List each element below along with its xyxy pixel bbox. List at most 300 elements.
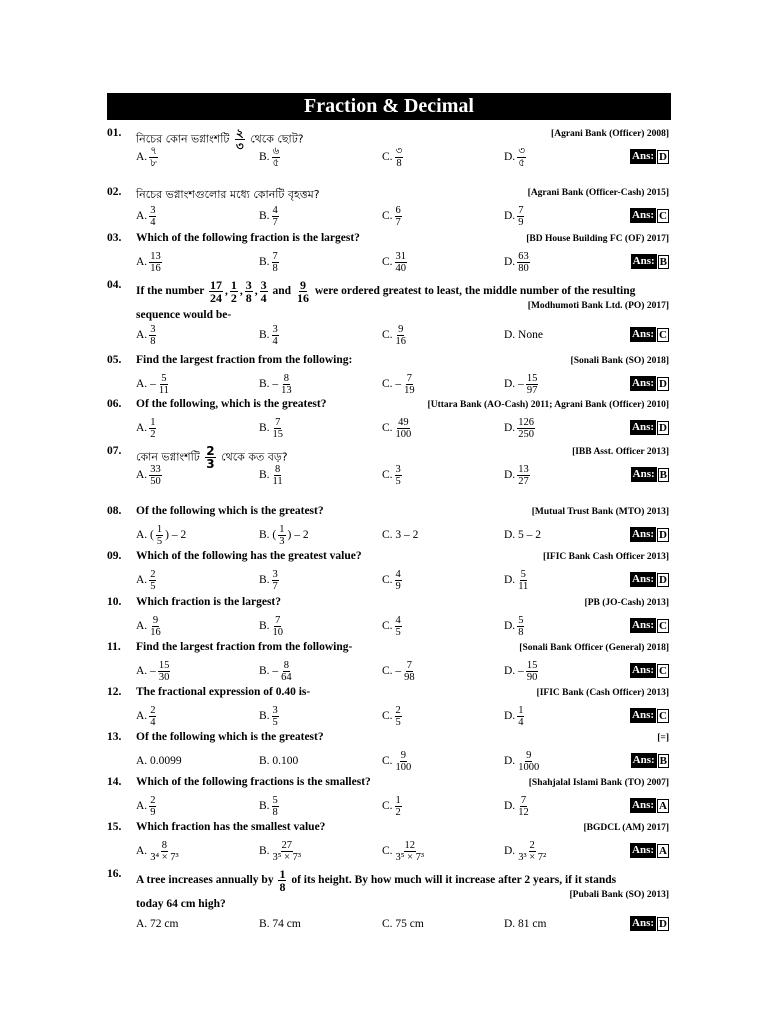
numerator: 7 bbox=[518, 204, 524, 216]
denominator: 11 bbox=[518, 580, 529, 592]
question-line bbox=[107, 186, 671, 204]
answer-badge bbox=[631, 753, 669, 768]
question-item bbox=[107, 127, 671, 169]
option-fraction bbox=[517, 750, 540, 773]
source-citation: [Agrani Bank (Officer) 2008] bbox=[551, 129, 669, 139]
option-d: D. $\frac{7}{9}$ bbox=[504, 204, 524, 228]
option-fraction bbox=[395, 615, 402, 638]
denominator: ৩ bbox=[235, 139, 244, 153]
denominator: 7 bbox=[272, 580, 278, 592]
numerator: 2 bbox=[150, 704, 156, 716]
numerator: 1 bbox=[150, 416, 156, 428]
denominator: 5 bbox=[395, 475, 401, 487]
denominator: 7 bbox=[395, 216, 401, 228]
option-a: A. $\frac{3}{8}$ bbox=[136, 323, 156, 347]
option-fraction bbox=[272, 464, 284, 487]
option-fraction bbox=[517, 205, 524, 228]
inline-fraction bbox=[245, 279, 253, 304]
denominator: 8 bbox=[272, 806, 278, 818]
numerator: 33 bbox=[150, 463, 161, 475]
answer-value: B bbox=[659, 754, 667, 767]
question-item bbox=[107, 686, 671, 728]
options-row bbox=[107, 523, 671, 547]
question-text: নিচের ভগ্নাংশগুলোর মধ্যে কোনটি বৃহত্তম? bbox=[136, 188, 320, 201]
denominator: 10 bbox=[272, 626, 284, 638]
question-item bbox=[107, 445, 671, 487]
option-fraction bbox=[149, 840, 179, 863]
question-item bbox=[107, 868, 671, 936]
option-b: B. ( $\frac{1}{3}$ ) – 2 bbox=[259, 523, 309, 547]
option-d: D. $\frac{7}{12}$ bbox=[504, 794, 529, 818]
source-citation: [Pubali Bank (SO) 2013] bbox=[569, 890, 669, 900]
question-line bbox=[107, 398, 671, 416]
source-citation: [Mutual Trust Bank (MTO) 2013] bbox=[531, 507, 669, 517]
answer-badge bbox=[630, 663, 669, 678]
source-citation: [Agrani Bank (Officer-Cash) 2015] bbox=[527, 188, 669, 198]
question-text: Which fraction is the largest? bbox=[136, 596, 282, 608]
options-row bbox=[107, 912, 671, 936]
answer-badge bbox=[631, 467, 669, 482]
option-fraction bbox=[149, 464, 162, 487]
option-d: D. – $\frac{15}{97}$ bbox=[504, 372, 538, 396]
answer-label: Ans: bbox=[632, 844, 655, 856]
numerator: 13 bbox=[150, 250, 161, 262]
numerator: 63 bbox=[518, 250, 529, 262]
option-b: B. $\frac{5}{8}$ bbox=[259, 794, 278, 818]
options-row bbox=[107, 614, 671, 638]
option-fraction bbox=[272, 417, 285, 440]
option-a: A. ( $\frac{1}{5}$ ) – 2 bbox=[136, 523, 187, 547]
numerator: 4 bbox=[395, 568, 401, 580]
option-d: D. $\frac{5}{11}$ bbox=[504, 568, 529, 592]
option-c: C. 3 – 2 bbox=[382, 529, 419, 541]
option-c: C. 75 cm bbox=[382, 918, 424, 930]
denominator: 19 bbox=[404, 384, 415, 396]
option-fraction bbox=[278, 524, 285, 547]
denominator: 12 bbox=[518, 806, 529, 818]
question-line bbox=[107, 641, 671, 659]
numerator: 9 bbox=[400, 749, 407, 761]
numerator: 7 bbox=[275, 614, 281, 626]
source-citation: [Sonali Bank (SO) 2018] bbox=[570, 356, 669, 366]
option-d: D. – $\frac{15}{90}$ bbox=[504, 659, 538, 683]
option-c: C. $\frac{৩}{8}$ bbox=[382, 145, 403, 169]
denominator: 98 bbox=[404, 671, 415, 683]
option-d: D. $\frac{126}{250}$ bbox=[504, 416, 534, 440]
answer-value: B bbox=[659, 468, 667, 481]
option-fraction bbox=[272, 840, 302, 863]
denominator: 5 bbox=[150, 580, 156, 592]
question-text: Which of the following has the greatest value? bbox=[136, 550, 362, 562]
option-a: A. $\frac{33}{50}$ bbox=[136, 463, 161, 487]
option-d: D. $\frac{13}{27}$ bbox=[504, 463, 529, 487]
denominator: 2 bbox=[230, 291, 237, 305]
denominator: 8 bbox=[150, 335, 156, 347]
answer-badge bbox=[630, 208, 669, 223]
question-number: 16. bbox=[107, 868, 122, 880]
numerator: 15 bbox=[526, 659, 538, 671]
option-a: A. 72 cm bbox=[136, 918, 179, 930]
denominator: 40 bbox=[395, 262, 407, 274]
option-fraction bbox=[272, 705, 279, 728]
denominator: ৫ bbox=[518, 157, 526, 169]
numerator: 15 bbox=[158, 659, 170, 671]
denominator: 5 bbox=[395, 626, 401, 638]
source-citation: [IFIC Bank Cash Officer 2013] bbox=[543, 552, 669, 562]
denominator: 13 bbox=[281, 384, 292, 396]
answer-value: D bbox=[659, 421, 667, 434]
question-line bbox=[107, 354, 671, 372]
answer-label: Ans: bbox=[632, 619, 655, 631]
answer-value: C bbox=[659, 619, 667, 632]
option-d: D. $\frac{৩}{৫}$ bbox=[504, 145, 526, 169]
question-text: Find the largest fraction from the following: bbox=[136, 354, 353, 366]
question-item bbox=[107, 731, 671, 773]
numerator: 1 bbox=[230, 278, 237, 292]
question-text: Of the following which is the greatest? bbox=[136, 505, 324, 517]
question-text: A tree increases annually by $\frac{1}{8}$ of its height. By how much will it increase after 2 years, if it stands today 64 cm high? bbox=[136, 867, 617, 910]
answer-label: Ans: bbox=[632, 917, 655, 929]
option-b: B. 0.100 bbox=[259, 755, 299, 767]
denominator: 16 bbox=[150, 626, 161, 638]
denominator: ৮ bbox=[150, 157, 158, 169]
source-citation: [Shahjalal Islami Bank (TO) 2007] bbox=[528, 778, 669, 788]
numerator: 7 bbox=[520, 794, 527, 806]
question-line bbox=[107, 776, 671, 794]
option-fraction bbox=[517, 705, 524, 728]
answer-value: C bbox=[659, 664, 667, 677]
question-line bbox=[107, 505, 671, 523]
denominator: 27 bbox=[518, 475, 529, 487]
question-number: 05. bbox=[107, 354, 122, 366]
question-item bbox=[107, 279, 671, 347]
denominator: 90 bbox=[526, 671, 538, 683]
denominator: 8 bbox=[272, 262, 278, 274]
option-d: D. 81 cm bbox=[504, 918, 547, 930]
numerator: 1 bbox=[156, 523, 163, 535]
numerator: ৩ bbox=[395, 145, 403, 157]
inline-fraction bbox=[260, 279, 268, 304]
option-d: D. $\frac{9}{1000}$ bbox=[504, 749, 540, 773]
numerator: 8 bbox=[161, 839, 168, 851]
answer-label: Ans: bbox=[632, 209, 655, 221]
option-fraction bbox=[272, 569, 279, 592]
numerator: 1 bbox=[279, 523, 285, 535]
inline-fraction bbox=[209, 279, 223, 304]
denominator: 3 bbox=[206, 457, 215, 471]
numerator: 3 bbox=[272, 704, 278, 716]
numerator: 3 bbox=[272, 568, 278, 580]
denominator: 2 bbox=[395, 806, 401, 818]
question-number: 09. bbox=[107, 550, 122, 562]
question-text: কোন ভগ্নাংশটি $\frac{2}{3}$ থেকে কত বড়? bbox=[136, 444, 288, 471]
source-citation: [BD House Building FC (OF) 2017] bbox=[526, 234, 669, 244]
option-fraction bbox=[272, 251, 279, 274]
numerator: 3 bbox=[260, 278, 267, 292]
denominator: 5 bbox=[272, 716, 278, 728]
question-item bbox=[107, 821, 671, 863]
option-d: D. None bbox=[504, 329, 543, 341]
denominator: 7 bbox=[272, 216, 278, 228]
option-a: A. $\frac{2}{9}$ bbox=[136, 794, 156, 818]
options-row bbox=[107, 794, 671, 818]
option-fraction bbox=[395, 569, 402, 592]
inline-fraction bbox=[278, 868, 286, 893]
option-c: C. $\frac{2}{5}$ bbox=[382, 704, 401, 728]
question-number: 06. bbox=[107, 398, 122, 410]
numerator: ৬ bbox=[272, 145, 280, 157]
question-text: Of the following, which is the greatest? bbox=[136, 398, 327, 410]
question-number: 08. bbox=[107, 505, 122, 517]
question-number: 02. bbox=[107, 186, 122, 198]
question-number: 15. bbox=[107, 821, 122, 833]
numerator: ২ bbox=[235, 126, 244, 140]
option-d: D. 5 – 2 bbox=[504, 529, 542, 541]
answer-value: D bbox=[659, 377, 667, 390]
denominator: 3³ × 7² bbox=[518, 851, 547, 863]
option-fraction bbox=[403, 660, 416, 683]
option-a: A. $\frac{৭}{৮}$ bbox=[136, 145, 158, 169]
denominator: 4 bbox=[150, 216, 156, 228]
answer-label: Ans: bbox=[632, 328, 655, 340]
option-c: C. $\frac{4}{5}$ bbox=[382, 614, 401, 638]
question-text: Which of the following fraction is the largest? bbox=[136, 232, 360, 244]
source-citation: [IBB Asst. Officer 2013] bbox=[572, 447, 669, 457]
numerator: 13 bbox=[518, 463, 529, 475]
answer-value: D bbox=[659, 917, 667, 930]
denominator: 2 bbox=[150, 428, 156, 440]
numerator: 1 bbox=[395, 794, 401, 806]
numerator: 5 bbox=[161, 372, 167, 384]
question-number: 07. bbox=[107, 445, 122, 457]
numerator: ৩ bbox=[518, 145, 526, 157]
numerator: 4 bbox=[395, 614, 401, 626]
question-line bbox=[107, 686, 671, 704]
option-b: B. $\frac{3}{7}$ bbox=[259, 568, 278, 592]
option-fraction bbox=[149, 417, 156, 440]
denominator: 16 bbox=[395, 335, 407, 347]
numerator: 9 bbox=[526, 749, 532, 761]
option-b: B. $\frac{7}{10}$ bbox=[259, 614, 284, 638]
option-b: B. $\frac{৬}{৫}$ bbox=[259, 145, 280, 169]
denominator: 3⁵ × 7³ bbox=[272, 851, 302, 863]
denominator: 8 bbox=[396, 157, 402, 169]
answer-badge bbox=[631, 254, 669, 269]
question-text: নিচের কোন ভগ্নাংশটি $\frac{২}{৩}$ থেকে ছোট? bbox=[136, 126, 304, 153]
numerator: 12 bbox=[404, 839, 416, 851]
option-fraction bbox=[517, 840, 547, 863]
question-text: Find the largest fraction from the following- bbox=[136, 641, 353, 653]
numerator: 1 bbox=[518, 704, 524, 716]
numerator: 1 bbox=[279, 867, 286, 881]
option-fraction bbox=[395, 464, 402, 487]
denominator: 8 bbox=[518, 626, 524, 638]
option-fraction bbox=[149, 324, 156, 347]
options-row bbox=[107, 250, 671, 274]
numerator: ৭ bbox=[150, 145, 158, 157]
option-fraction bbox=[517, 615, 524, 638]
option-c: C. $\frac{9}{16}$ bbox=[382, 323, 407, 347]
answer-badge bbox=[630, 843, 669, 858]
denominator: 24 bbox=[210, 291, 223, 305]
answer-badge bbox=[630, 527, 669, 542]
options-row bbox=[107, 568, 671, 592]
question-text: The fractional expression of 0.40 is- bbox=[136, 686, 311, 698]
answer-label: Ans: bbox=[632, 709, 655, 721]
question-number: 13. bbox=[107, 731, 122, 743]
option-c: C. $\frac{9}{100}$ bbox=[382, 749, 412, 773]
denominator: 1000 bbox=[518, 761, 540, 773]
numerator: 4 bbox=[272, 204, 278, 216]
question-line bbox=[107, 279, 671, 323]
question-line bbox=[107, 596, 671, 614]
numerator: 9 bbox=[299, 278, 306, 292]
question-number: 10. bbox=[107, 596, 122, 608]
option-b: B. $\frac{7}{15}$ bbox=[259, 416, 284, 440]
option-fraction bbox=[526, 660, 539, 683]
option-b: B. $\frac{3}{5}$ bbox=[259, 704, 278, 728]
option-fraction bbox=[403, 373, 416, 396]
question-number: 01. bbox=[107, 127, 122, 139]
numerator: 2 bbox=[150, 568, 156, 580]
answer-value: A bbox=[659, 844, 667, 857]
question-line bbox=[107, 232, 671, 250]
question-line bbox=[107, 731, 671, 749]
source-citation: [Uttara Bank (AO-Cash) 2011; Agrani Bank (Officer) 2010] bbox=[427, 400, 669, 410]
option-fraction bbox=[395, 840, 425, 863]
source-citation: [IFIC Bank (Cash Officer) 2013] bbox=[536, 688, 669, 698]
option-fraction bbox=[272, 146, 281, 169]
answer-value: D bbox=[659, 150, 667, 163]
source-citation: [=] bbox=[657, 733, 669, 743]
option-fraction bbox=[158, 660, 171, 683]
source-citation: [BGDCL (AM) 2017] bbox=[583, 823, 669, 833]
option-fraction bbox=[517, 569, 529, 592]
answer-badge bbox=[630, 327, 669, 342]
options-row bbox=[107, 749, 671, 773]
option-fraction bbox=[272, 795, 279, 818]
option-fraction bbox=[280, 373, 293, 396]
denominator: ৫ bbox=[272, 157, 280, 169]
answer-value: C bbox=[659, 209, 667, 222]
numerator: 2 bbox=[150, 794, 156, 806]
question-item bbox=[107, 398, 671, 440]
option-d: D. $\frac{63}{80}$ bbox=[504, 250, 529, 274]
option-c: C. $\frac{49}{100}$ bbox=[382, 416, 412, 440]
numerator: 2 bbox=[529, 839, 535, 851]
option-fraction bbox=[395, 795, 402, 818]
question-line bbox=[107, 550, 671, 568]
source-citation: [Modhumoti Bank Ltd. (PO) 2017] bbox=[527, 301, 669, 311]
answer-value: D bbox=[659, 573, 667, 586]
numerator: 2 bbox=[395, 704, 401, 716]
question-item bbox=[107, 776, 671, 818]
question-number: 11. bbox=[107, 641, 121, 653]
option-fraction bbox=[395, 417, 413, 440]
answer-badge bbox=[630, 376, 669, 391]
options-row bbox=[107, 704, 671, 728]
denominator: 5 bbox=[395, 716, 401, 728]
question-line bbox=[107, 821, 671, 839]
denominator: 9 bbox=[150, 806, 156, 818]
option-b: B. $\frac{8}{11}$ bbox=[259, 463, 283, 487]
option-fraction bbox=[149, 205, 156, 228]
answer-badge bbox=[630, 916, 669, 931]
numerator: 8 bbox=[283, 659, 290, 671]
options-row bbox=[107, 839, 671, 863]
source-citation: [PB (JO-Cash) 2013] bbox=[584, 598, 669, 608]
numerator: 3 bbox=[150, 323, 156, 335]
numerator: 9 bbox=[152, 614, 159, 626]
option-fraction bbox=[395, 251, 408, 274]
answer-badge bbox=[630, 149, 669, 164]
answer-label: Ans: bbox=[632, 421, 655, 433]
option-d: D. $\frac{2}{\text{3³ × 7²}}$ bbox=[504, 839, 547, 863]
option-a: A. 0.0099 bbox=[136, 755, 182, 767]
option-fraction bbox=[395, 324, 408, 347]
question-line bbox=[107, 126, 671, 153]
numerator: 31 bbox=[395, 250, 407, 262]
option-fraction bbox=[149, 146, 158, 169]
numerator: 5 bbox=[518, 614, 524, 626]
numerator: 27 bbox=[281, 839, 293, 851]
numerator: 3 bbox=[245, 278, 252, 292]
option-c: C. $\frac{6}{7}$ bbox=[382, 204, 401, 228]
denominator: 80 bbox=[518, 262, 529, 274]
question-item bbox=[107, 596, 671, 638]
question-text: Which fraction has the smallest value? bbox=[136, 821, 326, 833]
option-a: A. – $\frac{15}{30}$ bbox=[136, 659, 170, 683]
option-fraction bbox=[517, 795, 530, 818]
answer-badge bbox=[630, 618, 669, 633]
question-line bbox=[107, 868, 671, 912]
answer-value: B bbox=[659, 255, 667, 268]
question-number: 12. bbox=[107, 686, 122, 698]
denominator: 8 bbox=[245, 291, 252, 305]
options-row bbox=[107, 145, 671, 169]
option-c: C. – $\frac{7}{19}$ bbox=[382, 372, 415, 396]
page-title: Fraction & Decimal bbox=[107, 93, 671, 120]
denominator: 3 bbox=[279, 535, 285, 547]
option-b: B. – $\frac{8}{13}$ bbox=[259, 372, 292, 396]
answer-badge bbox=[630, 798, 669, 813]
option-c: C. $\frac{1}{2}$ bbox=[382, 794, 401, 818]
options-row bbox=[107, 323, 671, 347]
option-d: D. $\frac{5}{8}$ bbox=[504, 614, 524, 638]
options-row bbox=[107, 416, 671, 440]
inline-fraction bbox=[296, 279, 310, 304]
option-c: C. $\frac{4}{9}$ bbox=[382, 568, 401, 592]
denominator: 5 bbox=[156, 535, 163, 547]
option-a: A. – $\frac{5}{11}$ bbox=[136, 372, 169, 396]
denominator: 4 bbox=[260, 291, 267, 305]
option-a: A. $\frac{13}{16}$ bbox=[136, 250, 161, 274]
answer-value: A bbox=[659, 799, 667, 812]
option-fraction bbox=[149, 615, 162, 638]
option-fraction bbox=[395, 205, 402, 228]
option-a: A. $\frac{3}{4}$ bbox=[136, 204, 156, 228]
numerator: 5 bbox=[272, 794, 278, 806]
option-fraction bbox=[280, 660, 293, 683]
denominator: 64 bbox=[281, 671, 292, 683]
numerator: 49 bbox=[398, 416, 409, 428]
option-c: C. $\frac{31}{40}$ bbox=[382, 250, 407, 274]
question-number: 03. bbox=[107, 232, 122, 244]
denominator: 11 bbox=[272, 475, 283, 487]
answer-label: Ans: bbox=[632, 255, 655, 267]
question-text: Of the following which is the greatest? bbox=[136, 731, 324, 743]
denominator: 4 bbox=[150, 716, 156, 728]
